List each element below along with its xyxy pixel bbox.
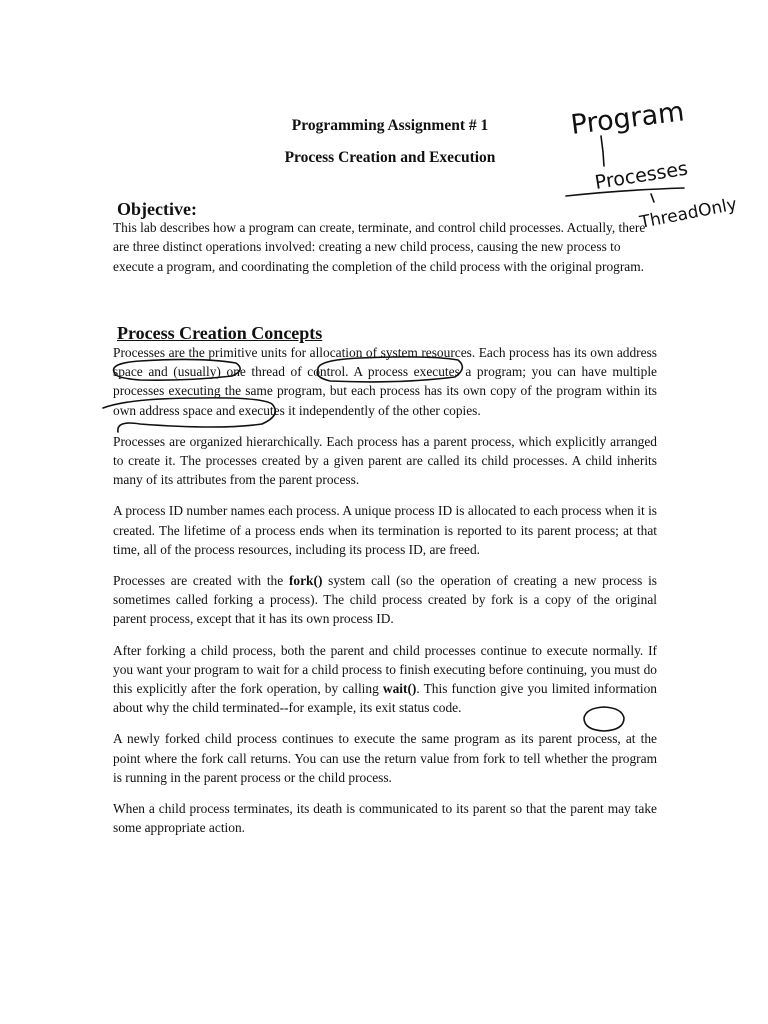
concepts-paragraph-4 <box>113 571 657 629</box>
concepts-paragraph-6: A newly forked child process continues to execute the same program as its parent process, at the point where the fork call returns. You can use the return value from fork to tell whether the program is running in the parent process or the child process. <box>113 731 657 785</box>
handwritten-program: Program <box>569 96 686 141</box>
assignment-title: Programming Assignment # 1 <box>291 117 489 134</box>
objective-heading: Objective: <box>117 199 197 219</box>
p1-own-address-space: own address space <box>113 345 657 380</box>
concepts-paragraph-3: A process ID number names each process. A unique process ID is allocated to each process when it is created. The lifetime of a process ends when its termination is reported to its parent process; at that time, all of the process resources, including its process ID, are freed. <box>113 503 657 557</box>
concepts-paragraph-2: Processes are organized hierarchically. Each process has a parent process, which explicitly arranged to create it. The processes created by a given parent are called its child processes. A child inherits many of its attributes from the parent process. <box>113 433 657 488</box>
p1-text-c: and (usually) <box>142 364 227 380</box>
concepts-paragraph-1 <box>113 343 657 420</box>
concepts-paragraph-7: When a child process terminates, its death is communicated to its parent so that the parent may take some appropriate action. <box>113 801 657 836</box>
handwritten-processes: Processes <box>593 157 690 194</box>
p1-text-e: A process executes a program; you can have multiple processes executing the same program, but each process has its <box>113 364 657 399</box>
concepts-paragraph-5 <box>113 641 657 718</box>
connector-processes-thread <box>651 194 654 202</box>
p4-text-c: system call (so the operation of creating a new process is sometimes called forking a process). The child process created by fork is a copy of the original parent process, except that it has its own process ID. <box>113 573 657 627</box>
p1-own-copy-of-program: own copy of the program <box>463 383 602 399</box>
p4-fork-call: fork() <box>288 573 323 589</box>
handwritten-thread-only: ThreadOnly <box>638 194 739 233</box>
p1-text-a: Processes are the primitive units for allocation of system resources. Each process has its <box>113 345 591 360</box>
connector-program-processes <box>601 136 604 166</box>
p5-wait-call: wait() <box>382 681 417 697</box>
p1-one-thread-of-control: one thread of control. <box>226 364 349 380</box>
p1-text-g: within its own address space and executes it independently of the other copies. <box>113 383 658 418</box>
process-creation-heading: Process Creation Concepts <box>117 323 323 343</box>
p5-text-a: After forking a child process, both the parent and child processes continue to execute normally. If you want your program to wait for a child process to finish executing before continuing, you must do this explicitly after the fork operation, by calling <box>113 642 657 697</box>
p5-text-c: . This function give you limited information about why the child terminated--for example, its exit status code. <box>113 681 657 716</box>
p4-text-a: Processes are created with the <box>113 573 289 589</box>
assignment-subtitle: Process Creation and Execution <box>284 149 496 166</box>
underline-processes <box>566 188 684 196</box>
objective-paragraph: This lab describes how a program can create, terminate, and control child processes. Actually, there are three distinct operations involved: creating a new child process, causing the new process to execute a program, and coordinating the completion of the child process with the original program. <box>113 220 646 274</box>
concepts-body <box>113 343 657 849</box>
